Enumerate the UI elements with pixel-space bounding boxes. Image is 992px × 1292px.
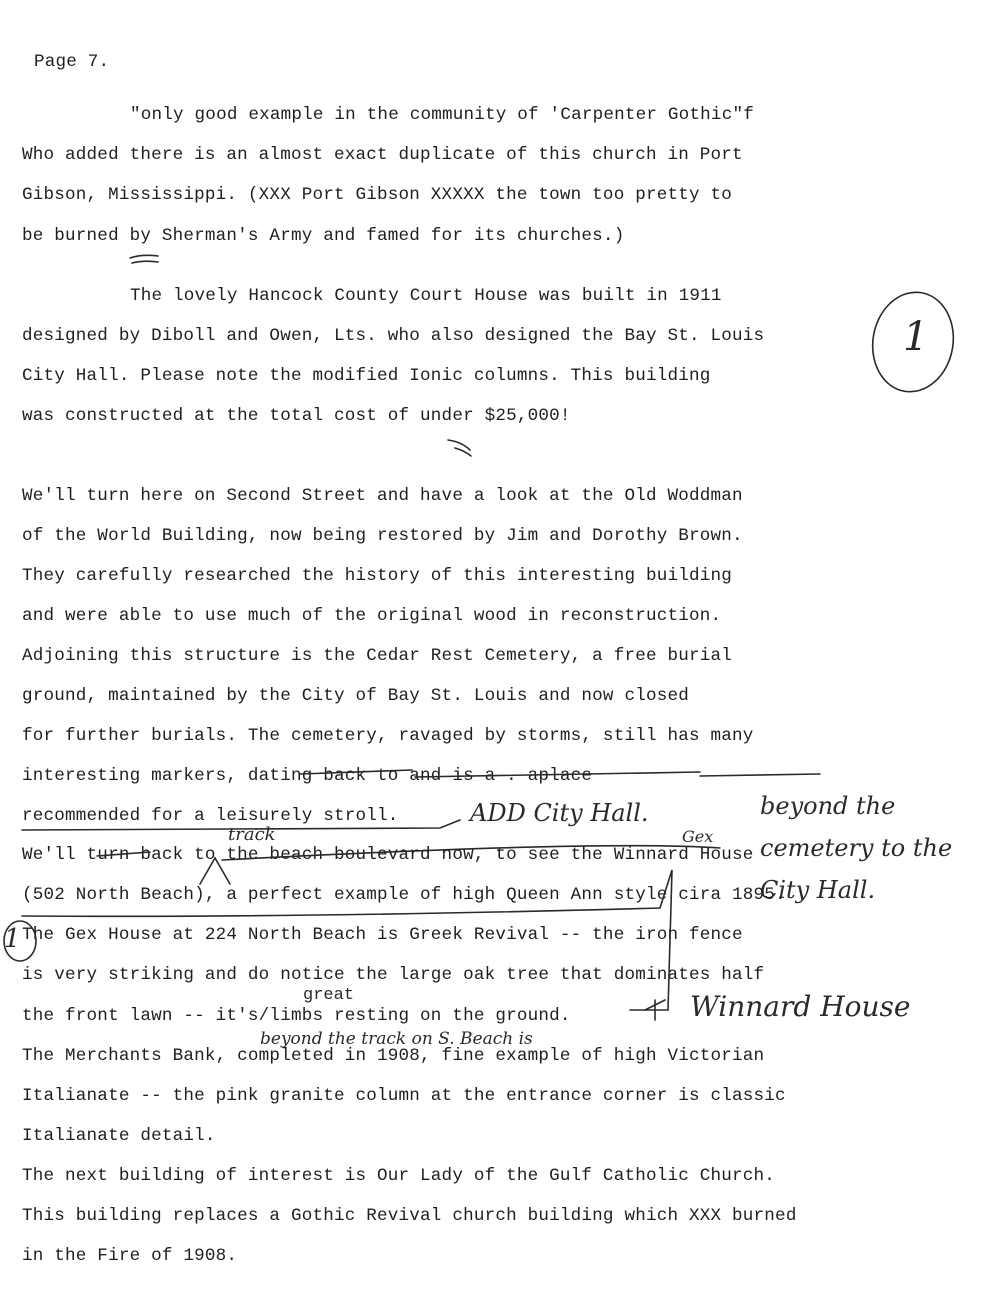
handwritten-winnard-house: Winnard House xyxy=(690,990,911,1023)
handwritten-track: track xyxy=(228,824,276,845)
text-line-15: for further burials. The cemetery, ravaged by storms, still has many xyxy=(22,726,754,746)
text-line-26: The next building of interest is Our Lady of the Gulf Catholic Church. xyxy=(22,1166,776,1186)
text-line-4: be burned by Sherman's Army and famed for its churches.) xyxy=(22,226,625,246)
text-line-12: and were able to use much of the original wood in reconstruction. xyxy=(22,606,722,626)
text-line-1: "only good example in the community of 'Carpenter Gothic"f xyxy=(130,105,754,125)
text-line-11: They carefully researched the history of this interesting building xyxy=(22,566,733,586)
text-line-13: Adjoining this structure is the Cedar Rest Cemetery, a free burial xyxy=(22,646,733,666)
page-label: Page 7. xyxy=(34,52,110,72)
handwritten-add-city-hall: ADD City Hall. xyxy=(470,799,649,827)
text-line-16: interesting markers, dating back to and is a . aplace xyxy=(22,766,593,786)
text-line-22: the front lawn -- it's/limbs resting on the ground. xyxy=(22,1006,571,1026)
handwritten-circled-one-left: 1 xyxy=(4,924,21,954)
text-line-27: This building replaces a Gothic Revival church building which XXX burned xyxy=(22,1206,797,1226)
text-line-18: We'll turn back to the beach boulevard now, to see the Winnard House xyxy=(22,845,754,865)
text-line-25: Italianate detail. xyxy=(22,1126,216,1146)
text-line-24: Italianate -- the pink granite column at the entrance corner is classic xyxy=(22,1086,786,1106)
text-line-17: recommended for a leisurely stroll. xyxy=(22,806,399,826)
handwritten-circled-one: 1 xyxy=(903,314,929,360)
tick-mark-2 xyxy=(448,440,471,456)
text-line-14: ground, maintained by the City of Bay St. Louis and now closed xyxy=(22,686,689,706)
text-line-2: Who added there is an almost exact duplicate of this church in Port xyxy=(22,145,743,165)
text-line-19: (502 North Beach), a perfect example of high Queen Ann style cira 1895. xyxy=(22,885,786,905)
text-line-7: City Hall. Please note the modified Ionic columns. This building xyxy=(22,366,711,386)
tick-mark-1 xyxy=(130,255,158,263)
text-line-10: of the World Building, now being restored by Jim and Dorothy Brown. xyxy=(22,526,743,546)
text-line-20: The Gex House at 224 North Beach is Greek Revival -- the iron fence xyxy=(22,925,743,945)
text-line-3: Gibson, Mississippi. (XXX Port Gibson XXXXX the town too pretty to xyxy=(22,185,733,205)
handwritten-beyond-cemetery: beyond the cemetery to the City Hall. xyxy=(760,792,953,904)
text-line-21: is very striking and do notice the large oak tree that dominates half xyxy=(22,965,765,985)
text-line-23: The Merchants Bank, completed in 1908, fine example of high Victorian xyxy=(22,1046,765,1066)
text-line-5: The lovely Hancock County Court House was built in 1911 xyxy=(130,286,722,306)
arrow-winnard xyxy=(645,1000,665,1020)
handwritten-great: great xyxy=(303,986,355,1005)
strike-aplace xyxy=(700,774,820,776)
handwritten-gex: Gex xyxy=(682,827,714,846)
text-line-9: We'll turn here on Second Street and have a look at the Old Woddman xyxy=(22,486,743,506)
text-line-6: designed by Diboll and Owen, Lts. who also designed the Bay St. Louis xyxy=(22,326,765,346)
handwritten-beyond-track: beyond the track on S. Beach is xyxy=(260,1029,533,1049)
text-line-8: was constructed at the total cost of under $25,000! xyxy=(22,406,571,426)
text-line-28: in the Fire of 1908. xyxy=(22,1246,238,1266)
